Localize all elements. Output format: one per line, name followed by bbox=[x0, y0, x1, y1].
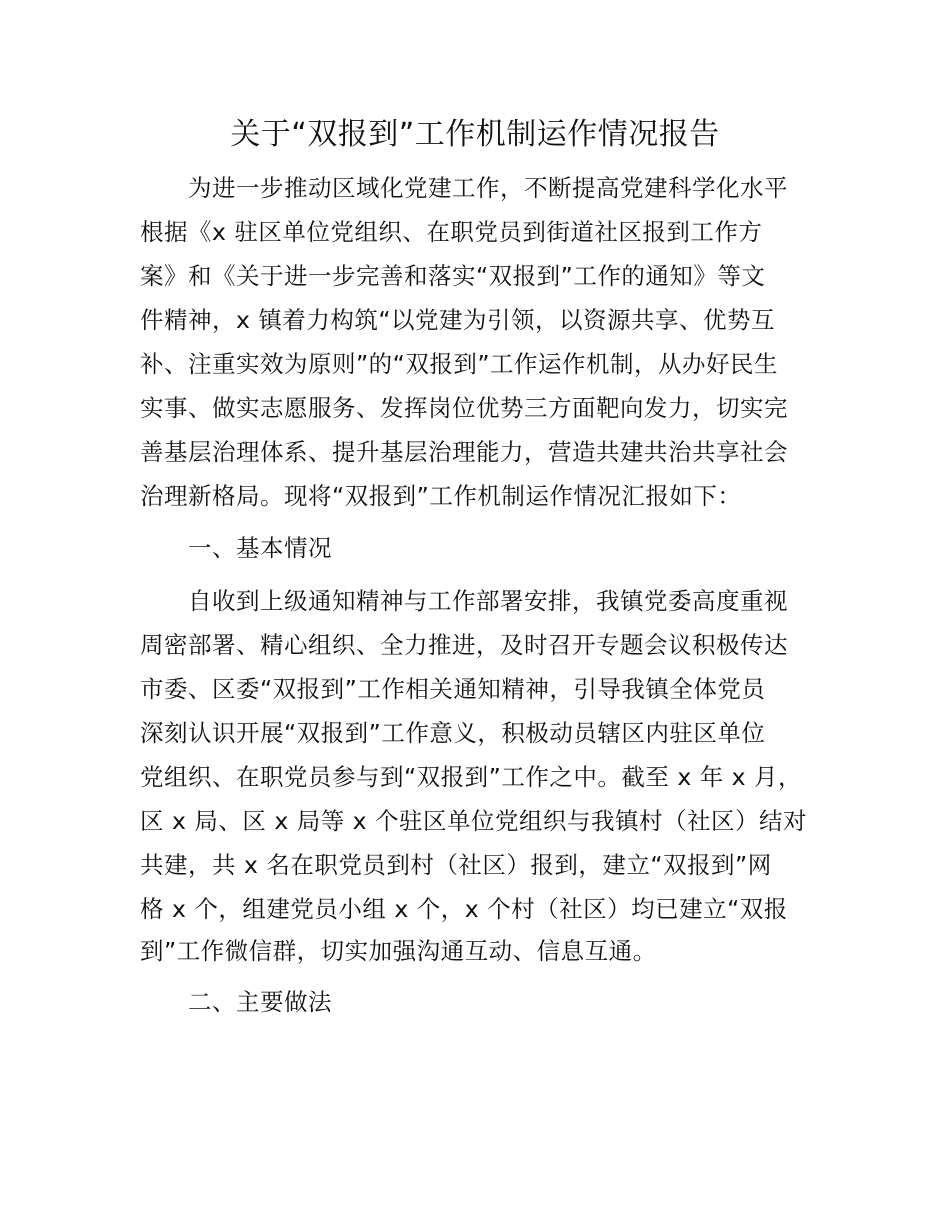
document-title: 关于“双报到”工作机制运作情况报告 bbox=[230, 117, 720, 152]
paragraph-1-line-4: 件精神，x 镇着力构筑“以党建为引领，以资源共享、优势互 bbox=[140, 306, 776, 334]
section-heading-main-practices: 二、主要做法 bbox=[188, 988, 332, 1016]
paragraph-1-line-8: 治理新格局。现将“双报到”工作机制运作情况汇报如下： bbox=[140, 482, 742, 510]
paragraph-2-line-7: 共建，共 x 名在职党员到村（社区）报到，建立“双报到”网 bbox=[140, 851, 772, 879]
paragraph-2-line-2: 周密部署、精心组织、全力推进，及时召开专题会议积极传达 bbox=[140, 631, 788, 659]
paragraph-1-line-3: 案》和《关于进一步完善和落实“双报到”工作的通知》等文 bbox=[140, 262, 766, 290]
section-heading-basic-situation: 一、基本情况 bbox=[188, 534, 332, 562]
paragraph-2-line-9: 到”工作微信群，切实加强沟通互动、信息互通。 bbox=[140, 937, 657, 965]
paragraph-1-line-7: 善基层治理体系、提升基层治理能力，营造共建共治共享社会 bbox=[140, 438, 788, 466]
paragraph-2-line-4: 深刻认识开展“双报到”工作意义，积极动员辖区内驻区单位 bbox=[140, 719, 766, 747]
paragraph-2-line-8: 格 x 个，组建党员小组 x 个，x 个村（社区）均已建立“双报 bbox=[140, 895, 788, 923]
paragraph-2-line-6: 区 x 局、区 x 局等 x 个驻区单位党组织与我镇村（社区）结对 bbox=[140, 807, 808, 835]
paragraph-1-line-1: 为进一步推动区域化党建工作，不断提高党建科学化水平 bbox=[188, 174, 788, 202]
paragraph-2-line-1: 自收到上级通知精神与工作部署安排，我镇党委高度重视 bbox=[188, 587, 788, 615]
paragraph-2-line-3: 市委、区委“双报到”工作相关通知精神，引导我镇全体党员 bbox=[140, 675, 766, 703]
paragraph-1-line-6: 实事、做实志愿服务、发挥岗位优势三方面靶向发力，切实完 bbox=[140, 394, 788, 422]
paragraph-1-line-2: 根据《x 驻区单位党组织、在职党员到街道社区报到工作方 bbox=[140, 218, 763, 246]
paragraph-1-line-5: 补、注重实效为原则”的“双报到”工作运作机制，从办好民生 bbox=[140, 350, 779, 378]
paragraph-2-line-5: 党组织、在职党员参与到“双报到”工作之中。截至 x 年 x 月， bbox=[140, 763, 803, 791]
